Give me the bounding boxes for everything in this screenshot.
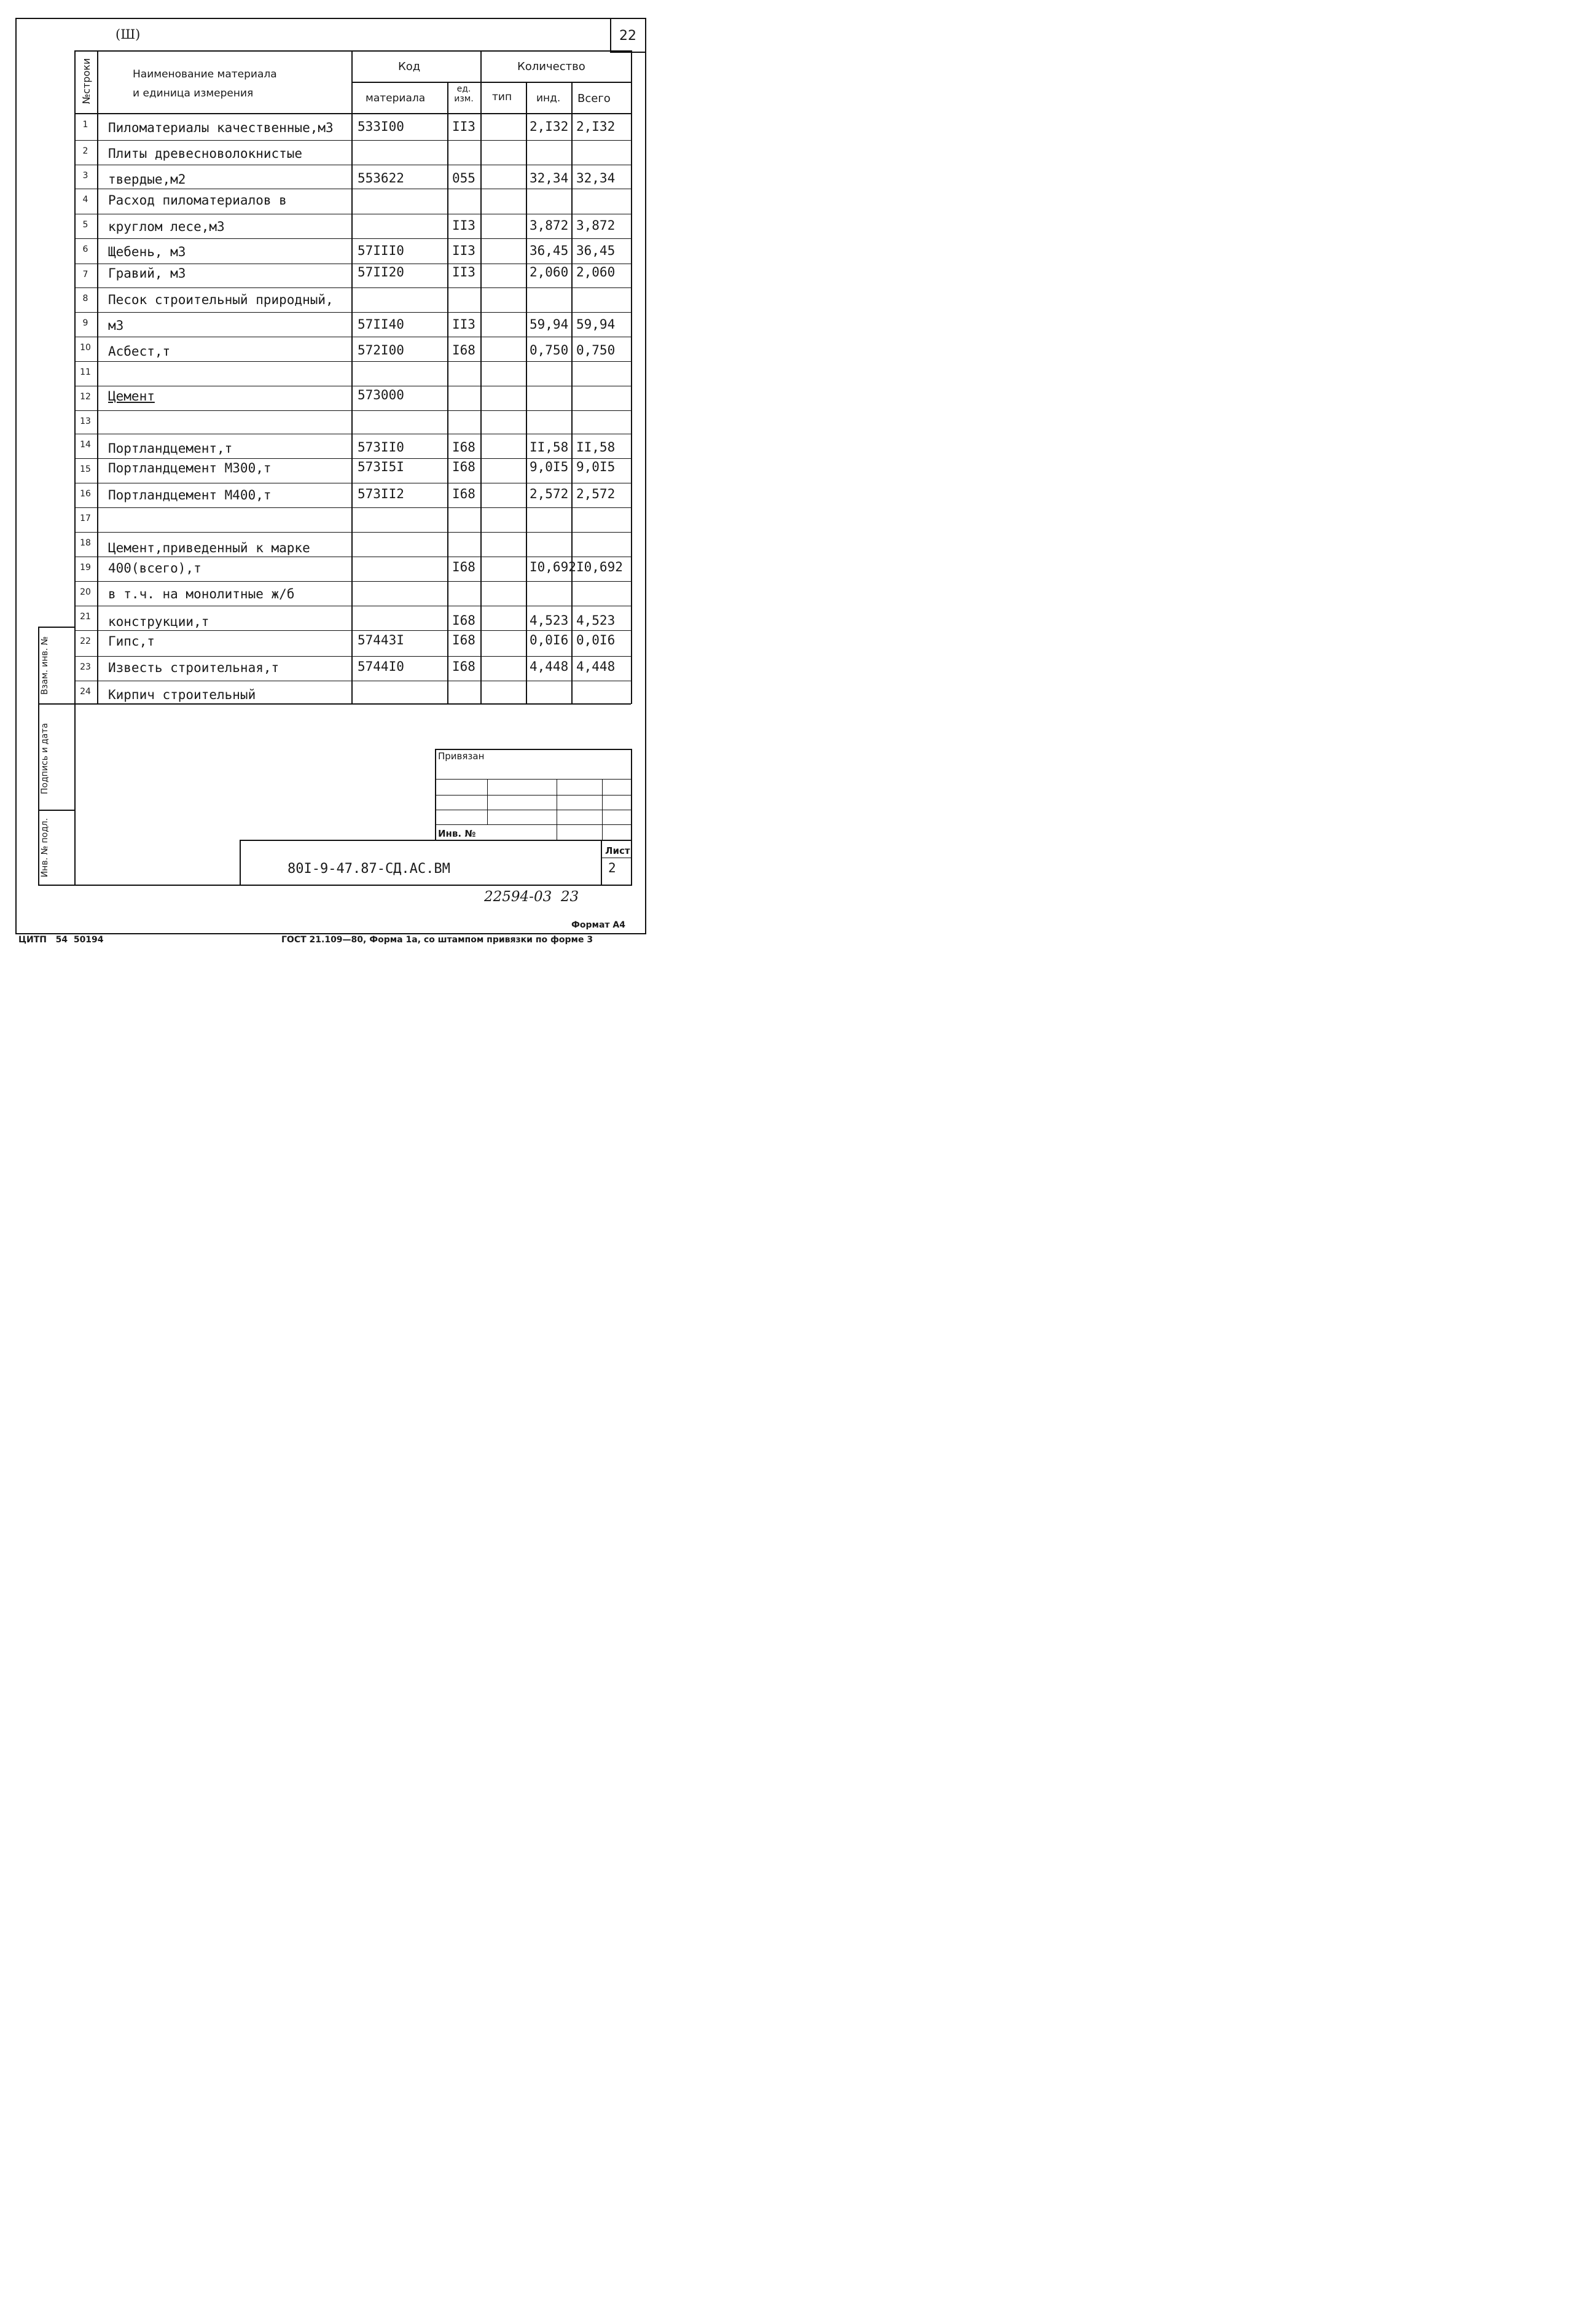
col-unit-left [447, 82, 448, 704]
material-code: 57II20 [358, 265, 404, 280]
row-number: 21 [80, 612, 91, 622]
row-number: 20 [80, 587, 91, 597]
footer-format: Формат А4 [571, 920, 625, 930]
header-row-number: №строки [80, 58, 92, 104]
stamp-col-3 [602, 779, 603, 840]
qty-total: 2,I32 [576, 119, 616, 134]
header-material-name-line2: и единица измерения [133, 87, 254, 100]
row-number: 19 [80, 563, 91, 573]
page-num-box-left [610, 18, 611, 52]
material-name: Расход пиломатериалов в [108, 193, 287, 208]
qty-total: 0,750 [576, 343, 616, 358]
row-number: 15 [80, 464, 91, 474]
row-number: 14 [80, 440, 91, 450]
unit-code: I68 [452, 440, 475, 455]
row-number: 3 [82, 171, 88, 181]
qty-ind: 2,572 [530, 487, 569, 501]
stamp-col-1 [487, 779, 488, 825]
unit-code: II3 [452, 265, 475, 280]
qty-total: 2,572 [576, 487, 616, 501]
material-code: 573II2 [358, 487, 404, 501]
row-separator [74, 532, 631, 533]
material-name: Асбест,т [108, 344, 171, 359]
side-label-podpis-data: Подпись и дата [40, 723, 50, 794]
col-ind-left [526, 82, 527, 704]
header-bottom-border [74, 113, 631, 114]
row-number: 17 [80, 514, 91, 523]
unit-code: II3 [452, 243, 475, 258]
qty-total: I0,692 [576, 560, 623, 574]
footer-gost: ГОСТ 21.109—80, Форма 1а, со штампом привязки по форме 3 [281, 935, 593, 945]
side-box-sep2 [38, 810, 75, 811]
row-number: 8 [82, 294, 88, 303]
page-number: 22 [619, 28, 636, 44]
unit-code: I68 [452, 459, 475, 474]
stamp-list-label: Лист [605, 845, 630, 856]
material-name: Песок строительный природный, [108, 292, 334, 307]
qty-total: 59,94 [576, 317, 616, 332]
row-separator [74, 656, 631, 657]
stamp-bottom-line [38, 885, 242, 886]
material-code: 57443I [358, 633, 404, 647]
frame-top [15, 18, 646, 19]
stamp-designation: 80I-9-47.87-СД.АС.ВМ [288, 861, 450, 877]
qty-total: 36,45 [576, 243, 616, 258]
side-label-inv-podl: Инв. № подл. [40, 818, 50, 878]
row-separator [74, 361, 631, 362]
qty-total: 4,448 [576, 659, 616, 674]
material-name: конструкции,т [108, 614, 209, 629]
row-number: 11 [80, 367, 91, 377]
unit-code: I68 [452, 487, 475, 501]
row-separator [74, 238, 631, 239]
qty-ind: 9,0I5 [530, 459, 569, 474]
material-name: Щебень, м3 [108, 244, 186, 259]
qty-total: 4,523 [576, 613, 616, 628]
side-box-left [38, 627, 39, 885]
title-block-top [240, 840, 632, 841]
header-code: Код [398, 60, 421, 73]
row-number: 7 [82, 270, 88, 280]
material-name: Пиломатериалы качественные,м3 [108, 120, 334, 135]
stamp-list-value: 2 [608, 861, 616, 875]
material-name: Гипс,т [108, 634, 155, 649]
header-material-name-line1: Наименование материала [133, 68, 277, 80]
material-name: твердые,м2 [108, 172, 186, 187]
header-quantity: Количество [517, 60, 585, 73]
row-separator [74, 312, 631, 313]
unit-code: I68 [452, 633, 475, 647]
row-separator [74, 140, 631, 141]
side-label-vzam-inv: Взам. инв. № [40, 636, 50, 695]
qty-ind: 2,060 [530, 265, 569, 280]
unit-code: I68 [452, 343, 475, 358]
material-name: Портландцемент М300,т [108, 461, 272, 475]
page-num-box-bottom [610, 52, 645, 53]
row-number: 6 [82, 244, 88, 254]
stamp-privyazan: Привязан [438, 751, 485, 762]
header-qty-type: тип [492, 91, 512, 103]
unit-code: II3 [452, 218, 475, 233]
title-block-bottom [240, 885, 632, 886]
row-number: 13 [80, 416, 91, 426]
qty-total: 32,34 [576, 171, 616, 186]
table-right-border [631, 50, 632, 704]
row-number: 12 [80, 392, 91, 402]
unit-code: II3 [452, 119, 475, 134]
row-number: 5 [82, 220, 88, 230]
row-number: 16 [80, 489, 91, 499]
material-name: 400(всего),т [108, 561, 201, 576]
stamp-top [435, 749, 632, 750]
row-separator [74, 507, 631, 508]
row-number: 9 [82, 318, 88, 328]
qty-ind: II,58 [530, 440, 569, 455]
material-code: 572I00 [358, 343, 404, 358]
footer-org: ЦИТП 54 50194 [18, 935, 104, 945]
row-number: 4 [82, 195, 88, 205]
header-code-material: материала [366, 92, 426, 104]
frame-right [645, 18, 646, 934]
header-code-unit: ед. изм. [454, 84, 474, 104]
unit-code: 055 [452, 171, 475, 186]
qty-ind: 0,750 [530, 343, 569, 358]
material-name: в т.ч. на монолитные ж/б [108, 587, 295, 601]
row-number: 22 [80, 636, 91, 646]
row-number: 10 [80, 343, 91, 353]
document-page [0, 0, 645, 945]
material-code: 57III0 [358, 243, 404, 258]
material-code: 57II40 [358, 317, 404, 332]
material-name: Гравий, м3 [108, 266, 186, 281]
material-name: Плиты древесноволокнистые [108, 146, 303, 161]
qty-ind: 4,523 [530, 613, 569, 628]
row-number: 23 [80, 662, 91, 672]
row-separator [74, 630, 631, 631]
row-number: 24 [80, 687, 91, 697]
qty-ind: 2,I32 [530, 119, 569, 134]
qty-ind: 0,0I6 [530, 633, 569, 647]
material-code: 5744I0 [358, 659, 404, 674]
stamp-inv-no: Инв. № [438, 828, 476, 839]
qty-ind: 32,34 [530, 171, 569, 186]
material-code: 573II0 [358, 440, 404, 455]
unit-code: I68 [452, 613, 475, 628]
row-number: 18 [80, 538, 91, 548]
section-mark: (Ш) [115, 27, 141, 42]
qty-ind: 59,94 [530, 317, 569, 332]
qty-total: II,58 [576, 440, 616, 455]
row-number: 2 [82, 146, 88, 156]
material-name: Портландцемент М400,т [108, 488, 272, 502]
qty-ind: 36,45 [530, 243, 569, 258]
stamp-right [631, 749, 632, 886]
row-separator [74, 458, 631, 459]
qty-ind: 3,872 [530, 218, 569, 233]
material-code: 533I00 [358, 119, 404, 134]
qty-ind: 4,448 [530, 659, 569, 674]
table-top-border [74, 50, 631, 52]
qty-total: 9,0I5 [576, 459, 616, 474]
qty-total: 3,872 [576, 218, 616, 233]
header-qty-total: Всего [577, 92, 611, 105]
row-separator [74, 581, 631, 582]
material-name: Известь строительная,т [108, 660, 280, 675]
unit-code: I68 [452, 659, 475, 674]
qty-ind: I0,692 [530, 560, 576, 574]
material-code: 573000 [358, 388, 404, 402]
unit-code: I68 [452, 560, 475, 574]
material-name: круглом лесе,м3 [108, 219, 225, 234]
header-qty-ind: инд. [536, 92, 561, 104]
material-name: Цемент [108, 389, 155, 404]
material-name: м3 [108, 318, 124, 333]
frame-bottom [15, 933, 646, 934]
side-box-top [38, 627, 75, 628]
col-total-left [571, 82, 573, 704]
frame-left [15, 18, 17, 934]
qty-total: 0,0I6 [576, 633, 616, 647]
material-code: 553622 [358, 171, 404, 186]
table-bottom-border [74, 703, 631, 705]
header-subrow-line [351, 82, 631, 83]
unit-code: II3 [452, 317, 475, 332]
material-name: Цемент,приведенный к марке [108, 541, 310, 555]
material-name: Кирпич строительный [108, 687, 256, 702]
row-separator [74, 287, 631, 288]
row-separator [74, 410, 631, 411]
handwritten-note: 22594-03 23 [484, 889, 579, 905]
material-code: 573I5I [358, 459, 404, 474]
list-box-left [601, 840, 602, 886]
material-name: Портландцемент,т [108, 441, 233, 456]
qty-total: 2,060 [576, 265, 616, 280]
row-number: 1 [82, 120, 88, 130]
title-block-left [240, 840, 241, 886]
side-box-sep1 [38, 703, 75, 705]
